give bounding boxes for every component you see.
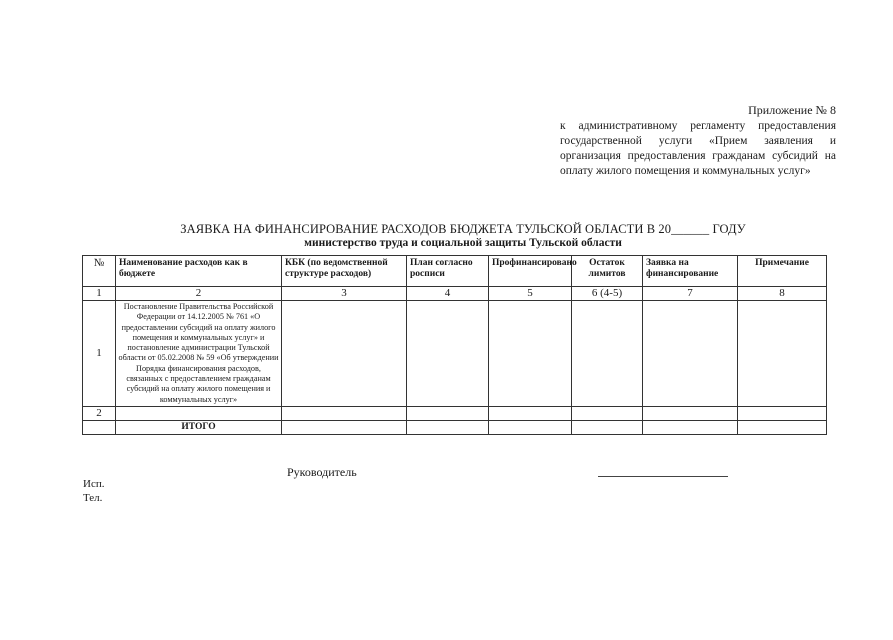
col-number: 2 (116, 287, 282, 301)
financed-cell (489, 420, 572, 434)
financed-cell (489, 406, 572, 420)
row-number: 2 (83, 406, 116, 420)
note-cell (738, 301, 827, 407)
remaining-cell (572, 301, 643, 407)
plan-cell (407, 301, 489, 407)
table-header-row (83, 256, 827, 287)
table-row (83, 406, 827, 420)
col-number: 8 (738, 287, 827, 301)
kbk-cell (282, 301, 407, 407)
total-row (83, 420, 827, 434)
document-subtitle: министерство труда и социальной защиты Тульской области (304, 237, 622, 249)
note-cell (738, 406, 827, 420)
kbk-cell (282, 406, 407, 420)
expense-name-cell (116, 406, 282, 420)
col-number: 6 (4-5) (572, 287, 643, 301)
document-title: ЗАЯВКА НА ФИНАНСИРОВАНИЕ РАСХОДОВ БЮДЖЕТА ТУЛЬСКОЙ ОБЛАСТИ В 20______ ГОДУ (180, 222, 746, 236)
header-financed: Профинансировано (489, 256, 572, 287)
header-note: Примечание (738, 256, 827, 287)
header-number: № (83, 256, 116, 287)
remaining-cell (572, 406, 643, 420)
request-cell (643, 406, 738, 420)
head-signature-label: Руководитель (287, 465, 357, 479)
header-plan: План согласно росписи (407, 256, 489, 287)
request-cell (643, 301, 738, 407)
total-number-cell (83, 420, 116, 434)
plan-cell (407, 406, 489, 420)
header-remaining-limits: Остаток лимитов (572, 256, 643, 287)
header-expense-name: Наименование расходов как в бюджете (116, 256, 282, 287)
note-cell (738, 420, 827, 434)
expense-name-cell: Постановление Правительства Российской Федерации от 14.12.2005 № 761 «О предоставлении субсидий на оплату жилого помещения и коммунальных услуг» и постановление администрации Тульской области от 05.02.2008 № 59 «Об утверждении Порядка финансирования расходов, связанных с предоставлением гражданам субсидий на оплату жилого помещения и коммунальных услуг» (116, 301, 282, 407)
remaining-cell (572, 420, 643, 434)
col-number: 1 (83, 287, 116, 301)
col-number: 7 (643, 287, 738, 301)
row-number: 1 (83, 301, 116, 407)
col-number: 5 (489, 287, 572, 301)
appendix-block (560, 103, 836, 179)
request-cell (643, 420, 738, 434)
column-number-row (83, 287, 827, 301)
total-label: ИТОГО (116, 420, 282, 434)
appendix-title: Приложение № 8 (748, 103, 836, 117)
col-number: 3 (282, 287, 407, 301)
appendix-text: к административному регламенту предоставления государственной услуги «Прием заявления и организация предоставления гражданам субсидий на оплату жилого помещения и коммунальных услуг» (560, 120, 836, 177)
col-number: 4 (407, 287, 489, 301)
signature-line (598, 476, 728, 477)
plan-cell (407, 420, 489, 434)
financed-cell (489, 301, 572, 407)
header-kbk: КБК (по ведомственной структуре расходов) (282, 256, 407, 287)
kbk-cell (282, 420, 407, 434)
header-funding-request: Заявка на финансирование (643, 256, 738, 287)
budget-request-table (82, 255, 827, 435)
executor-label: Исп. (83, 478, 105, 490)
table-row (83, 301, 827, 407)
phone-label: Тел. (83, 492, 103, 504)
